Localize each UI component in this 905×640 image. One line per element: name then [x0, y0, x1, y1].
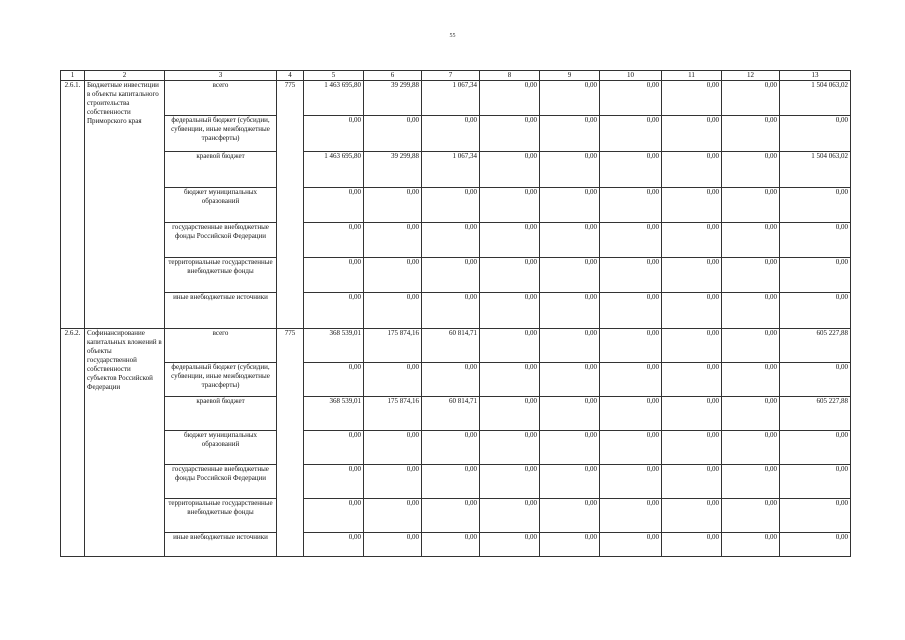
amount-cell: 0,00: [662, 258, 722, 293]
amount-cell: 0,00: [540, 81, 600, 116]
amount-cell: 39 299,88: [364, 81, 422, 116]
amount-cell: 0,00: [780, 116, 851, 152]
amount-cell: 0,00: [722, 431, 780, 465]
amount-cell: 0,00: [662, 293, 722, 329]
amount-cell: 1 463 695,80: [304, 152, 364, 188]
amount-cell: 0,00: [722, 499, 780, 533]
amount-cell: 0,00: [722, 116, 780, 152]
grbs-code: 775: [277, 81, 304, 329]
amount-cell: 0,00: [304, 188, 364, 223]
amount-cell: 39 299,88: [364, 152, 422, 188]
amount-cell: 0,00: [480, 223, 540, 258]
header-cell: 5: [304, 71, 364, 81]
amount-cell: 0,00: [780, 533, 851, 557]
amount-cell: 0,00: [722, 223, 780, 258]
header-cell: 4: [277, 71, 304, 81]
amount-cell: 0,00: [364, 431, 422, 465]
table-row: [61, 152, 851, 188]
amount-cell: 605 227,88: [780, 397, 851, 431]
amount-cell: 0,00: [662, 188, 722, 223]
amount-cell: 175 874,16: [364, 397, 422, 431]
amount-cell: 0,00: [364, 223, 422, 258]
amount-cell: 0,00: [540, 533, 600, 557]
funding-source: государственные внебюджетные фонды Российской Федерации: [165, 465, 277, 499]
amount-cell: 0,00: [540, 397, 600, 431]
amount-cell: 0,00: [662, 152, 722, 188]
amount-cell: 0,00: [722, 152, 780, 188]
amount-cell: 0,00: [600, 465, 662, 499]
amount-cell: 0,00: [600, 293, 662, 329]
table-row: [61, 329, 851, 363]
table-row: [61, 293, 851, 329]
amount-cell: 0,00: [422, 293, 480, 329]
amount-cell: 0,00: [600, 329, 662, 363]
budget-table: [60, 70, 851, 557]
amount-cell: 0,00: [722, 533, 780, 557]
amount-cell: 0,00: [600, 258, 662, 293]
table-row: [61, 499, 851, 533]
header-cell: 13: [780, 71, 851, 81]
funding-source: краевой бюджет: [165, 152, 277, 188]
amount-cell: 0,00: [600, 116, 662, 152]
amount-cell: 0,00: [540, 116, 600, 152]
table-row: [61, 431, 851, 465]
amount-cell: 0,00: [304, 431, 364, 465]
amount-cell: 0,00: [304, 258, 364, 293]
amount-cell: 1 504 063,02: [780, 81, 851, 116]
amount-cell: 0,00: [780, 363, 851, 397]
funding-source: территориальные государственные внебюджетные фонды: [165, 258, 277, 293]
amount-cell: 0,00: [662, 397, 722, 431]
amount-cell: 0,00: [600, 152, 662, 188]
amount-cell: 0,00: [780, 293, 851, 329]
amount-cell: 0,00: [480, 152, 540, 188]
amount-cell: 60 814,71: [422, 329, 480, 363]
header-cell: 7: [422, 71, 480, 81]
amount-cell: 0,00: [364, 258, 422, 293]
amount-cell: 0,00: [480, 293, 540, 329]
amount-cell: 0,00: [600, 223, 662, 258]
amount-cell: 0,00: [662, 465, 722, 499]
funding-source: федеральный бюджет (субсидии, субвенции, иные межбюджетные трансферты): [165, 116, 277, 152]
funding-source: бюджет муниципальных образований: [165, 431, 277, 465]
table-row: [61, 363, 851, 397]
amount-cell: 0,00: [540, 329, 600, 363]
amount-cell: 175 874,16: [364, 329, 422, 363]
page-number: 55: [449, 33, 456, 39]
amount-cell: 0,00: [662, 81, 722, 116]
table-row: [61, 116, 851, 152]
amount-cell: 0,00: [364, 116, 422, 152]
amount-cell: 1 067,34: [422, 152, 480, 188]
amount-cell: 0,00: [722, 465, 780, 499]
amount-cell: 0,00: [662, 533, 722, 557]
amount-cell: 0,00: [480, 188, 540, 223]
amount-cell: 0,00: [422, 465, 480, 499]
table-row: [61, 465, 851, 499]
amount-cell: 0,00: [480, 116, 540, 152]
header-cell: 3: [165, 71, 277, 81]
amount-cell: 0,00: [304, 499, 364, 533]
amount-cell: 0,00: [780, 223, 851, 258]
funding-source: иные внебюджетные источники: [165, 533, 277, 557]
funding-source: краевой бюджет: [165, 397, 277, 431]
amount-cell: 0,00: [540, 431, 600, 465]
header-cell: 2: [85, 71, 165, 81]
amount-cell: 0,00: [364, 293, 422, 329]
amount-cell: 0,00: [600, 81, 662, 116]
amount-cell: 0,00: [540, 465, 600, 499]
amount-cell: 0,00: [600, 363, 662, 397]
amount-cell: 0,00: [722, 188, 780, 223]
amount-cell: 0,00: [480, 329, 540, 363]
amount-cell: 0,00: [540, 258, 600, 293]
table-row: [61, 258, 851, 293]
amount-cell: 0,00: [600, 533, 662, 557]
amount-cell: 0,00: [304, 293, 364, 329]
amount-cell: 605 227,88: [780, 329, 851, 363]
amount-cell: 0,00: [364, 533, 422, 557]
funding-source: федеральный бюджет (субсидии, субвенции, иные межбюджетные трансферты): [165, 363, 277, 397]
amount-cell: 0,00: [722, 293, 780, 329]
amount-cell: 0,00: [662, 431, 722, 465]
funding-source: государственные внебюджетные фонды Российской Федерации: [165, 223, 277, 258]
amount-cell: 368 539,01: [304, 329, 364, 363]
amount-cell: 0,00: [540, 499, 600, 533]
amount-cell: 0,00: [304, 465, 364, 499]
amount-cell: 0,00: [540, 223, 600, 258]
amount-cell: 0,00: [304, 363, 364, 397]
amount-cell: 0,00: [722, 258, 780, 293]
amount-cell: 0,00: [780, 258, 851, 293]
table-row: [61, 188, 851, 223]
table-row: [61, 81, 851, 116]
amount-cell: 0,00: [480, 363, 540, 397]
amount-cell: 0,00: [304, 223, 364, 258]
amount-cell: 368 539,01: [304, 397, 364, 431]
amount-cell: 0,00: [304, 116, 364, 152]
amount-cell: 0,00: [480, 499, 540, 533]
funding-source: всего: [165, 329, 277, 363]
amount-cell: 1 504 063,02: [780, 152, 851, 188]
amount-cell: 0,00: [662, 329, 722, 363]
amount-cell: 0,00: [780, 188, 851, 223]
amount-cell: 0,00: [304, 533, 364, 557]
amount-cell: 0,00: [364, 465, 422, 499]
header-cell: 1: [61, 71, 85, 81]
amount-cell: 1 463 695,80: [304, 81, 364, 116]
amount-cell: 0,00: [480, 431, 540, 465]
amount-cell: 0,00: [480, 533, 540, 557]
amount-cell: 60 814,71: [422, 397, 480, 431]
table-row: [61, 397, 851, 431]
amount-cell: 0,00: [780, 431, 851, 465]
funding-source: иные внебюджетные источники: [165, 293, 277, 329]
header-cell: 9: [540, 71, 600, 81]
amount-cell: 0,00: [540, 152, 600, 188]
amount-cell: 0,00: [480, 465, 540, 499]
amount-cell: 0,00: [422, 431, 480, 465]
amount-cell: 0,00: [780, 499, 851, 533]
funding-source: всего: [165, 81, 277, 116]
amount-cell: 0,00: [480, 397, 540, 431]
header-cell: 11: [662, 71, 722, 81]
amount-cell: 0,00: [364, 188, 422, 223]
header-cell: 10: [600, 71, 662, 81]
amount-cell: 0,00: [540, 188, 600, 223]
grbs-code: 775: [277, 329, 304, 557]
amount-cell: 0,00: [540, 293, 600, 329]
amount-cell: 0,00: [662, 499, 722, 533]
amount-cell: 0,00: [722, 81, 780, 116]
amount-cell: 0,00: [364, 499, 422, 533]
amount-cell: 0,00: [540, 363, 600, 397]
header-cell: 12: [722, 71, 780, 81]
amount-cell: 0,00: [422, 116, 480, 152]
amount-cell: 0,00: [722, 397, 780, 431]
amount-cell: 0,00: [600, 397, 662, 431]
row-name: Бюджетные инвестиции в объекты капитального строительства собственности Приморского края: [85, 81, 165, 329]
amount-cell: 0,00: [422, 363, 480, 397]
table-row: [61, 533, 851, 557]
amount-cell: 0,00: [422, 533, 480, 557]
amount-cell: 0,00: [662, 223, 722, 258]
amount-cell: 0,00: [722, 363, 780, 397]
amount-cell: 0,00: [480, 258, 540, 293]
row-code: 2.6.1.: [61, 81, 85, 329]
table-row: [61, 223, 851, 258]
amount-cell: 0,00: [600, 188, 662, 223]
amount-cell: 0,00: [422, 223, 480, 258]
header-row: [61, 71, 851, 81]
amount-cell: 0,00: [600, 431, 662, 465]
amount-cell: 0,00: [364, 363, 422, 397]
amount-cell: 1 067,34: [422, 81, 480, 116]
amount-cell: 0,00: [780, 465, 851, 499]
amount-cell: 0,00: [422, 188, 480, 223]
header-cell: 6: [364, 71, 422, 81]
funding-source: бюджет муниципальных образований: [165, 188, 277, 223]
row-name: Софинансирование капитальных вложений в объекты государственной собственности субъектов Российской Федерации: [85, 329, 165, 557]
amount-cell: 0,00: [662, 363, 722, 397]
amount-cell: 0,00: [722, 329, 780, 363]
header-cell: 8: [480, 71, 540, 81]
amount-cell: 0,00: [480, 81, 540, 116]
amount-cell: 0,00: [662, 116, 722, 152]
funding-source: территориальные государственные внебюджетные фонды: [165, 499, 277, 533]
amount-cell: 0,00: [600, 499, 662, 533]
amount-cell: 0,00: [422, 499, 480, 533]
amount-cell: 0,00: [422, 258, 480, 293]
row-code: 2.6.2.: [61, 329, 85, 557]
